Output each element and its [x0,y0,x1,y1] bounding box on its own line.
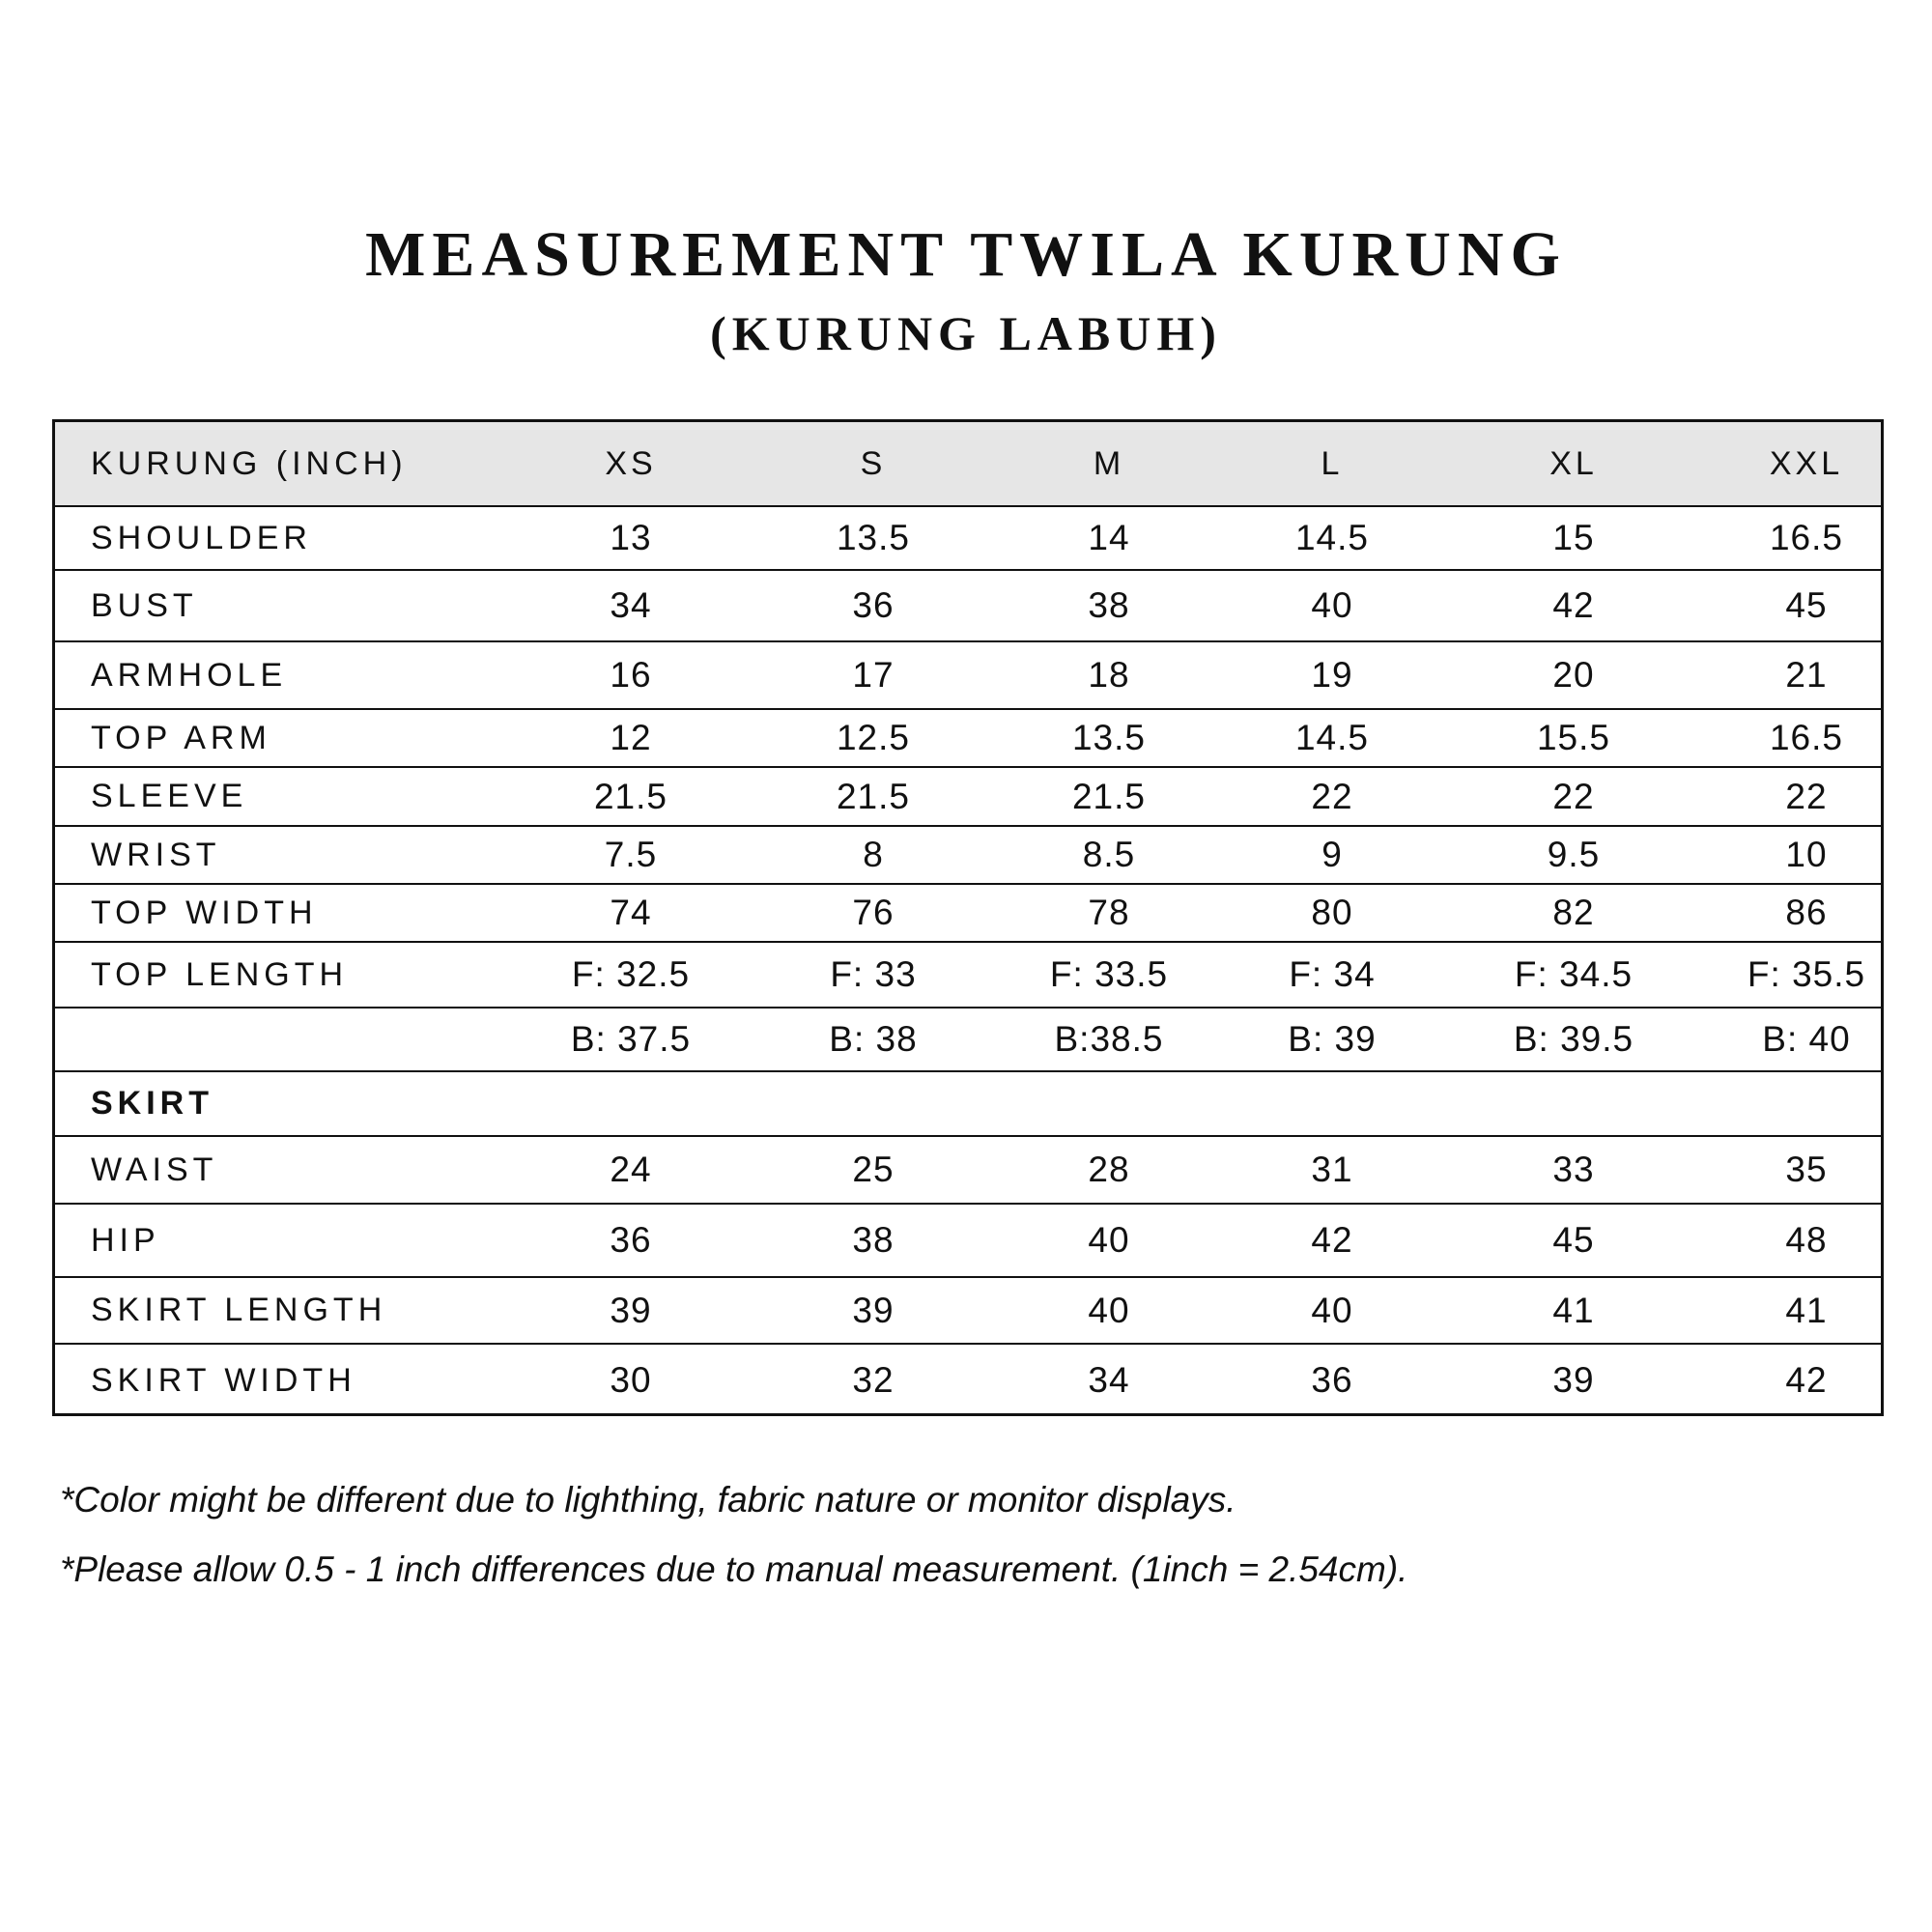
table-cell: 8 [863,835,884,874]
table-cell: 45 [1552,1220,1595,1260]
table-cell: 42 [1552,585,1595,625]
table-cell: B: 38 [829,1019,918,1059]
row-label: TOP WIDTH [91,894,318,931]
measurement-disclaimer-note: *Please allow 0.5 - 1 inch differences due to manual measurement. (1inch = 2.54cm). [60,1549,1408,1589]
table-cell: F: 35.5 [1747,954,1866,994]
table-row [55,642,1881,710]
header-size-s: S [860,444,887,482]
row-label [91,1009,497,1070]
table-row [55,885,1881,943]
table-cell: 42 [1785,1360,1828,1400]
row-label: SHOULDER [91,519,312,556]
table-cell: 9 [1321,835,1343,874]
table-cell: 42 [1311,1220,1353,1260]
table-cell: 45 [1785,585,1828,625]
table-cell: 48 [1785,1220,1828,1260]
table-cell: 40 [1088,1220,1130,1260]
row-label: WAIST [91,1151,218,1188]
row-label: TOP ARM [91,719,271,756]
table-cell: 34 [610,585,652,625]
table-cell: 22 [1552,776,1595,816]
table-cell [515,1072,747,1135]
table-cell: 13.5 [836,518,910,557]
table-cell: B: 39.5 [1513,1019,1634,1059]
table-cell: 39 [1552,1360,1595,1400]
header-size-l: L [1321,444,1344,482]
table-cell: 14.5 [1294,518,1369,557]
table-cell: 15 [1552,518,1595,557]
section-row-skirt [55,1072,1881,1137]
header-size-xs: XS [605,444,657,482]
size-chart-table [52,419,1884,1416]
header-size-xxl: XXL [1769,444,1844,482]
table-cell: 32 [852,1360,895,1400]
table-row [55,943,1881,1009]
table-cell: 16 [610,655,652,695]
table-cell: 8.5 [1082,835,1136,874]
row-label: TOP LENGTH [91,955,349,993]
header-label: KURUNG (INCH) [91,444,408,482]
table-cell: 21.5 [593,776,668,816]
table-row [55,768,1881,827]
table-cell: 17 [852,655,895,695]
table-cell: 21.5 [836,776,910,816]
table-cell: 34 [1088,1360,1130,1400]
row-label: WRIST [91,836,221,873]
table-row [55,827,1881,885]
table-cell: B: 37.5 [570,1019,692,1059]
table-row [55,571,1881,642]
table-cell: F: 34 [1289,954,1376,994]
table-cell: 36 [852,585,895,625]
color-disclaimer-note: *Color might be different due to lighthing, fabric nature or monitor displays. [60,1480,1236,1520]
table-cell: 41 [1552,1290,1595,1330]
table-row [55,1009,1881,1072]
table-cell: 86 [1785,893,1828,932]
table-cell: 38 [1088,585,1130,625]
row-label: HIP [91,1221,160,1259]
table-row [55,710,1881,768]
row-label: BUST [91,586,198,624]
table-cell: 22 [1785,776,1828,816]
table-row [55,1137,1881,1205]
table-cell: F: 32.5 [571,954,691,994]
table-cell: 7.5 [604,835,658,874]
table-cell: 16.5 [1769,718,1843,757]
row-label: SKIRT LENGTH [91,1292,387,1328]
table-cell: 36 [610,1220,652,1260]
table-cell: 40 [1311,585,1353,625]
table-cell: F: 33 [830,954,917,994]
table-cell: 74 [610,893,652,932]
table-row [55,1205,1881,1278]
table-cell: 41 [1785,1290,1828,1330]
table-cell: 82 [1552,893,1595,932]
table-cell: 40 [1311,1290,1353,1330]
table-cell: 28 [1088,1150,1130,1189]
table-cell [1690,1072,1922,1135]
table-cell: 14 [1088,518,1130,557]
table-cell: 9.5 [1547,835,1601,874]
table-cell: 21.5 [1071,776,1146,816]
table-cell [1216,1072,1448,1135]
row-label: ARMHOLE [91,656,288,694]
table-cell: 35 [1785,1150,1828,1189]
table-cell: 40 [1088,1290,1130,1330]
table-cell: 18 [1088,655,1130,695]
table-cell: 14.5 [1294,718,1369,757]
table-cell: 15.5 [1536,718,1610,757]
table-row [55,507,1881,571]
table-cell: 36 [1311,1360,1353,1400]
table-cell: 19 [1311,655,1353,695]
table-cell: 10 [1785,835,1828,874]
table-cell [1458,1072,1690,1135]
table-cell: 13 [610,518,652,557]
table-cell [993,1072,1225,1135]
table-cell: B: 40 [1762,1019,1851,1059]
page-subtitle: (KURUNG LABUH) [710,306,1222,360]
table-cell: 38 [852,1220,895,1260]
table-cell: 33 [1552,1150,1595,1189]
table-cell: B: 39 [1288,1019,1377,1059]
table-cell: 24 [610,1150,652,1189]
page-title: MEASUREMENT TWILA KURUNG [365,219,1567,290]
row-label: SLEEVE [91,778,248,814]
table-cell: 30 [610,1360,652,1400]
table-cell: 12 [610,718,652,757]
table-cell: 12.5 [836,718,910,757]
table-cell: 20 [1552,655,1595,695]
table-cell: 21 [1785,655,1828,695]
table-cell: 39 [610,1290,652,1330]
table-cell: 25 [852,1150,895,1189]
section-label-skirt: SKIRT [91,1085,213,1122]
table-cell [757,1072,989,1135]
table-cell: 31 [1311,1150,1353,1189]
table-cell: 22 [1311,776,1353,816]
header-size-xl: XL [1549,444,1598,482]
table-row [55,1278,1881,1345]
table-cell: F: 33.5 [1049,954,1169,994]
table-cell: 39 [852,1290,895,1330]
table-cell: F: 34.5 [1514,954,1634,994]
header-size-m: M [1093,444,1125,482]
table-cell: 16.5 [1769,518,1843,557]
row-label: SKIRT WIDTH [91,1361,356,1399]
table-cell: 80 [1311,893,1353,932]
table-cell: 78 [1088,893,1130,932]
table-cell: B:38.5 [1054,1019,1164,1059]
table-cell: 76 [852,893,895,932]
table-cell: 13.5 [1071,718,1146,757]
table-row [55,1345,1881,1416]
table-header-row [55,422,1881,507]
